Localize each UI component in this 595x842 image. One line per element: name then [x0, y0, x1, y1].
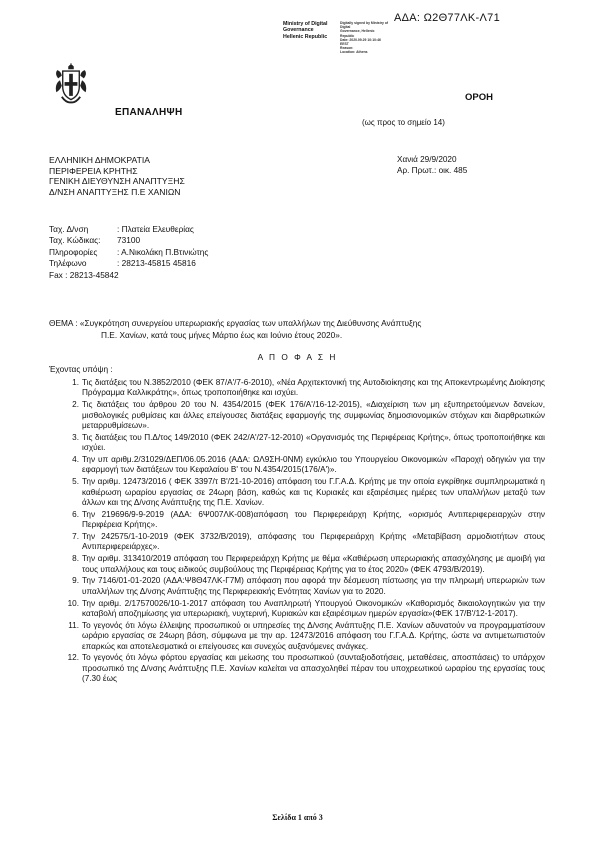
item-number: 7. [72, 532, 79, 542]
item-text: Το γεγονός ότι λόγω έλλειψης προσωπικού οι υπηρεσίες της Δ/νσης Ανάπτυξης Π.Ε. Χανίων αδυνατούν να προγραμματίσουν ωράριο εργασίας σε 24ωρη βάση, σύμφωνα με την αρ. 12473/2016 απόφαση του Γ.Γ.Α.Δ. Κρήτης, ώστε να αντιμετωπιστούν επαρκώς και αποτελεσματικά οι επείγουσες και συνεχώς αυξανόμενες ανάγκες. [82, 620, 545, 651]
contact-block [49, 224, 208, 281]
item-number: 6. [72, 509, 79, 519]
contact-value: 73100 [117, 235, 141, 246]
issuer-header [49, 155, 185, 197]
signature-detail-line: Governance, Hellenic [340, 29, 375, 34]
signature-detail-line: Date: 2020.09.29 10:10:46 [340, 37, 381, 42]
item-number: 3. [72, 432, 79, 442]
protocol-number: Αρ. Πρωτ.: οικ. 485 [397, 165, 468, 175]
signature-detail-line: Republic [340, 33, 355, 38]
signature-detail-line: EEST [340, 42, 349, 47]
contact-key: Τηλέφωνο [49, 258, 87, 269]
subject-line-1: ΘΕΜΑ : «Συγκρότηση συνεργείου υπερωριακής εργασίας των υπαλλήλων της Διεύθυνσης Ανάπτυξης [49, 318, 422, 328]
issuer-line: ΠΕΡΙΦΕΡΕΙΑ ΚΡΗΤΗΣ [49, 165, 138, 176]
item-number: 9. [72, 576, 79, 586]
signature-issuer-line: Hellenic Republic [283, 33, 328, 40]
contact-row [49, 258, 208, 269]
item-text: Την αριθμ. 2/17570026/10-1-2017 απόφαση του Αναπληρωτή Υπουργού Οικονομικών «Καθορισμός δικαιολογητικών για την καταβολή αποζημίωσης για υπερωριακή, νυχτερινή, Κυριακών και εξαιρέσιμων ημερών εργασία»(ΦΕΚ 17/Β'/12-1-2017). [82, 598, 545, 619]
repeat-note: (ως προς το σημείο 14) [362, 118, 445, 127]
list-item [72, 576, 545, 597]
contact-row [49, 247, 208, 258]
item-text: Τις διατάξεις του Ν.3852/2010 (ΦΕΚ 87/Α'/7-6-2010), «Νέα Αρχιτεκτονική της Αυτοδιοίκησης και της Αποκεντρωμένης Διοίκησης Πρόγραμμα Καλλικράτης», όπως τροποποιήθηκε και ισχύει. [82, 378, 545, 398]
contact-row [49, 270, 208, 281]
contact-value: : 28213-45815 45816 [117, 258, 196, 269]
contact-value: : Πλατεία Ελευθερίας [117, 224, 194, 234]
item-number: 10. [67, 598, 79, 608]
considering-label: Έχοντας υπόψη : [49, 364, 113, 374]
item-number: 4. [72, 455, 79, 465]
list-item [72, 554, 545, 575]
item-text: Την υπ αριθμ.2/31029/ΔΕΠ/06.05.2016 (ΑΔΑ: ΩΛ9ΣΗ-0ΝΜ) εγκύκλιο του Υπουργείου Οικονομικών «Παροχή οδηγιών για την εφαρμογή των διατάξεων του Κεφαλαίου Β' του Ν.4354/2015(176/Α')». [82, 455, 545, 475]
subject-block [49, 318, 549, 341]
subject-line-2: Π.Ε. Χανίων, κατά τους μήνες Μάρτιο έως και Ιούνιο έτους 2020». [101, 329, 343, 340]
document-date: Χανιά 29/9/2020 [397, 155, 457, 164]
signature-detail-line: Location: Athens [340, 50, 368, 55]
ada-code: ΑΔΑ: Ω2Θ77ΛΚ-Λ71 [394, 12, 500, 24]
issuer-line: Δ/ΝΣΗ ΑΝΑΠΤΥΞΗΣ Π.Ε ΧΑΝΙΩΝ [49, 186, 181, 197]
issuer-line: ΓΕΝΙΚΗ ΔΙΕΥΘΥΝΣΗ ΑΝΑΠΤΥΞΗΣ [49, 176, 185, 187]
digital-signature-issuer [283, 21, 327, 40]
hellenic-republic-emblem-icon [48, 60, 94, 106]
list-item [72, 400, 545, 431]
list-item [72, 378, 545, 399]
item-number: 1. [72, 378, 79, 387]
item-text: Την αριθμ. 313410/2019 απόφαση του Περιφερειάρχη Κρήτης με θέμα «Καθιέρωση υπερωριακής απασχόλησης με αμοιβή για τους υπαλλήλους και τους ειδικούς συμβούλους της Περιφέρειας Κρήτης για το έτος 2020» (ΦΕΚ 4793/Β/2019). [82, 554, 545, 574]
list-item [72, 455, 545, 476]
list-item [72, 532, 545, 553]
oroi-heading: ΟΡΟΗ [465, 92, 493, 103]
contact-row [49, 235, 208, 246]
item-number: 2. [72, 400, 79, 410]
item-number: 12. [67, 653, 79, 663]
item-text: Την 7146/01-01-2020 (ΑΔΑ:Ψ8Θ47ΛΚ-Γ7Μ) απόφαση που αφορά την δέσμευση πίστωσης για την πληρωμή υπερωριών των υπαλλήλων της Δ/νσης Ανάπτυξης της Περιφερειακής Ενότητας Χανίων για το 2020. [82, 576, 545, 596]
list-item [72, 509, 545, 531]
item-text: Τις διατάξεις του Π.Δ/τος 149/2010 (ΦΕΚ 242/Α'/27-12-2010) «Οργανισμός της Περιφέρειας Κρήτης», όπως τροποποιήθηκε και ισχύει. [82, 432, 545, 453]
issuer-line: ΕΛΛΗΝΙΚΗ ΔΗΜΟΚΡΑΤΙΑ [49, 155, 150, 165]
item-text: Την αριθμ. 12473/2016 ( ΦΕΚ 3397/τ Β'/21-10-2016) απόφαση του Γ.Γ.Α.Δ. Κρήτης με την οποία εγκρίθηκε συμπληρωματικά η καθιέρωση ωραρίου εργασίας σε 24ωρη βάση, καθώς και τις Κυριακές και εξαιρέσιμες ημέρες των υπαλλήλων μεταξύ των άλλων και της Δ/νσης Ανάπτυξης της Π.Ε. Χανίων. [82, 477, 545, 508]
item-number: 5. [72, 477, 79, 487]
item-text: Τις διατάξεις του άρθρου 20 του Ν. 4354/2015 (ΦΕΚ 176/Α'/16-12-2015), «Διαχείριση των μη εξυπηρετούμενων δανείων, μισθολογικές ρυθμίσεις και άλλες επείγουσες διατάξεις εφαρμογής της συμφωνίας δημοσιονομικών στόχων και διαρθρωτικών μεταρρυθμίσεων». [82, 400, 545, 431]
contact-key: Ταχ. Δ/νση [49, 224, 89, 234]
repeat-heading: ΕΠΑΝΑΛΗΨΗ [115, 107, 183, 118]
decision-heading: Α Π Ο Φ Α Σ Η [257, 352, 338, 362]
page-footer: Σελίδα 1 από 3 [272, 813, 323, 822]
list-item [72, 432, 545, 454]
item-text: Την 219696/9-9-2019 (ΑΔΑ: 6Ψ007ΛΚ-008)απόφαση του Περιφερειάρχη Κρήτης, «ορισμός Αντιπεριφερειαρχών στην Περιφέρεια Κρήτης». [82, 509, 545, 530]
list-item [67, 653, 545, 684]
contact-row [49, 224, 208, 235]
date-protocol-block [397, 155, 467, 176]
item-number: 11. [68, 620, 79, 630]
list-item [72, 477, 545, 508]
contact-value: : Α.Νικολάκη Π.Βτινιώτης [117, 246, 209, 257]
item-text: Την 242575/1-10-2019 (ΦΕΚ 3732/Β/2019), απόφασης του Περιφερειάρχη Κρήτης «Μεταβίβαση αρμοδιοτήτων στους Αντιπεριφερειάρχες». [82, 532, 545, 552]
contact-key: Ταχ. Κώδικας: [49, 235, 101, 246]
signature-issuer-line: Ministry of Digital [283, 21, 328, 27]
contact-key: Πληροφορίες [49, 246, 98, 257]
item-number: 8. [72, 554, 79, 564]
signature-issuer-line: Governance [283, 27, 314, 34]
signature-detail-line: Digitally signed by Ministry of Digital [340, 21, 389, 30]
digital-signature-details [340, 21, 392, 55]
list-item [68, 620, 545, 652]
signature-detail-line: Reason: [340, 46, 354, 51]
contact-key: Fax : 28213-45842 [49, 269, 119, 280]
considerations-list [67, 378, 545, 686]
list-item [67, 598, 545, 620]
item-text: Το γεγονός ότι λόγω φόρτου εργασίας και μείωσης του προσωπικού (συνταξιοδοτήσεις, μεταθέσεις, αποσπάσεις) το υπάρχον προσωπικό της Δ/νσης Ανάπτυξης Π.Ε. Χανίων καλείται να απασχοληθεί πέραν του υποχρεωτικού ωραρίου της εργασίας τους (7.30 έως [82, 653, 545, 684]
